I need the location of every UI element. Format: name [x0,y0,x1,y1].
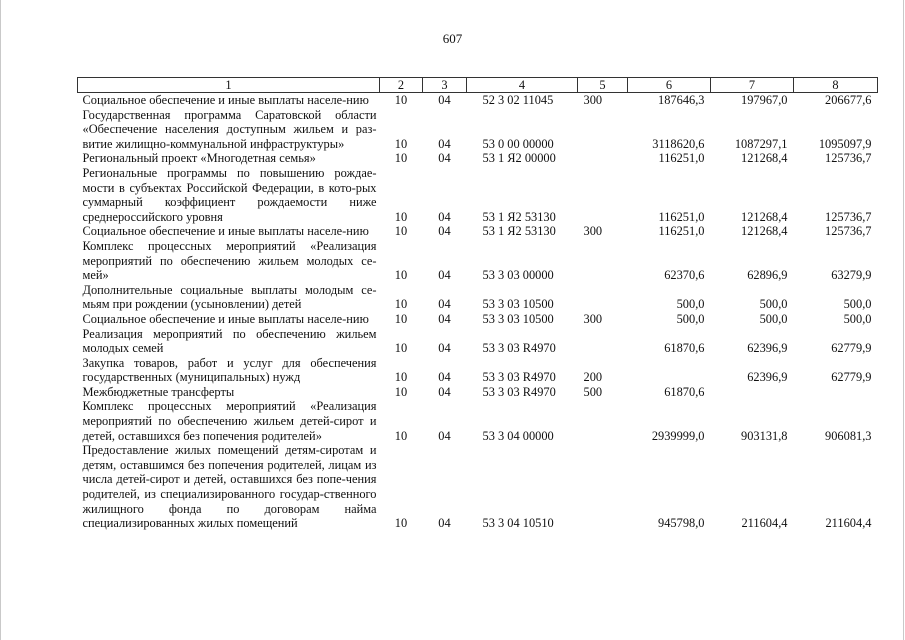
row-subsection: 04 [438,384,451,399]
header-col-target-article: 4 [467,78,578,93]
row-amount-2: 903131,8 [741,428,788,443]
row-expense-type [578,166,628,224]
row-expense-type [578,108,628,152]
row-amount-3: 206677,6 [825,93,872,107]
row-section: 10 [394,136,408,151]
row-section: 10 [394,151,408,166]
header-col-subsection: 3 [423,78,467,93]
row-subsection: 04 [438,224,451,239]
row-subsection: 04 [438,268,451,283]
row-section: 10 [394,268,408,283]
row-expense-type [578,443,628,531]
table-row [78,239,878,283]
row-amount-2 [711,385,794,400]
row-amount-2: 121268,4 [741,151,788,166]
row-name: Комплекс процессных мероприятий «Реализация мероприятий по обеспечению жильем молодых се-мей» [82,238,377,283]
row-target-article: 53 3 03 R4970 [482,384,556,399]
row-amount-3: 63279,9 [831,268,872,283]
table-row [78,108,878,152]
row-target-article: 53 1 Я2 00000 [482,151,556,166]
row-amount-3: 62779,9 [831,370,872,385]
row-amount-1: 116251,0 [658,224,705,239]
row-name: Комплекс процессных мероприятий «Реализация мероприятий по обеспечению жильем детей-сирот и детей, оставшихся без попечения родителей» [82,399,377,443]
row-section: 10 [394,428,408,443]
row-subsection: 04 [438,428,451,443]
row-amount-1: 500,0 [676,297,705,312]
row-amount-1: 116251,0 [658,151,705,166]
row-amount-2: 1087297,1 [734,136,788,151]
row-subsection: 04 [438,311,451,326]
row-section: 10 [394,341,408,356]
row-amount-3: 125736,7 [825,209,872,224]
header-col-amount-1: 6 [628,78,711,93]
row-section: 10 [394,516,408,531]
row-expense-type [578,239,628,283]
row-expense-type: 200 [583,370,603,385]
row-target-article: 53 3 03 00000 [482,268,554,283]
row-subsection: 04 [438,297,451,312]
row-amount-1: 187646,3 [658,93,705,107]
budget-table [77,77,878,531]
table-row [78,312,878,327]
row-target-article: 53 3 03 10500 [482,311,554,326]
row-amount-1: 116251,0 [658,209,705,224]
table-row [78,399,878,443]
header-col-amount-3: 8 [794,78,878,93]
table-body [78,93,878,531]
row-amount-2: 197967,0 [741,93,788,107]
row-subsection: 04 [438,341,451,356]
row-target-article: 53 3 03 R4970 [482,370,556,385]
table-row [78,93,878,108]
row-name: Социальное обеспечение и иные выплаты населе-нию [82,224,369,239]
row-expense-type [578,327,628,356]
scan-right-edge [903,0,904,640]
row-expense-type: 300 [583,93,603,107]
row-amount-1: 3118620,6 [652,136,705,151]
row-amount-2: 121268,4 [741,209,788,224]
scan-left-edge [0,0,1,640]
table-row [78,224,878,239]
row-amount-3 [794,385,878,400]
row-subsection: 04 [438,93,451,107]
row-amount-2: 500,0 [759,297,788,312]
row-subsection: 04 [438,209,451,224]
table-row [78,385,878,400]
table-row [78,166,878,224]
row-amount-3: 500,0 [843,311,872,326]
header-col-name: 1 [78,78,380,93]
row-amount-1: 62370,6 [664,268,705,283]
row-name: Региональный проект «Многодетная семья» [82,151,316,166]
row-name: Социальное обеспечение и иные выплаты населе-нию [82,311,369,326]
table-header-row [78,78,878,93]
row-target-article: 52 3 02 11045 [482,93,554,107]
row-expense-type [578,283,628,312]
row-target-article: 53 0 00 00000 [482,136,554,151]
row-section: 10 [394,209,408,224]
row-subsection: 04 [438,136,451,151]
row-name: Межбюджетные трансферты [82,384,235,399]
row-expense-type [578,399,628,443]
row-amount-1: 500,0 [676,311,705,326]
row-amount-3: 500,0 [843,297,872,312]
header-col-section: 2 [380,78,423,93]
row-amount-2: 62896,9 [747,268,788,283]
row-amount-3: 62779,9 [831,341,872,356]
row-expense-type: 500 [583,384,603,399]
row-amount-2: 211604,4 [741,516,788,531]
row-amount-2: 500,0 [759,311,788,326]
row-name: Региональные программы по повышению рождае-мости в субъектах Российской Федерации, в кото-рых суммарный коэффициент рождаемости ниже среднероссийского уровня [82,165,377,224]
row-name: Государственная программа Саратовской области «Обеспечение населения доступным жильем и раз-витие жилищно-коммунальной инфраструктуры» [82,107,377,151]
row-section: 10 [394,224,408,239]
header-col-amount-2: 7 [711,78,794,93]
row-amount-1: 61870,6 [664,341,705,356]
row-amount-3: 125736,7 [825,224,872,239]
row-subsection: 04 [438,370,451,385]
row-expense-type: 300 [583,224,603,239]
row-target-article: 53 3 03 R4970 [482,341,556,356]
row-amount-3: 211604,4 [825,516,872,531]
page-number: 607 [442,31,463,46]
row-section: 10 [394,311,408,326]
row-amount-3: 1095097,9 [818,136,872,151]
row-target-article: 53 1 Я2 53130 [482,209,556,224]
row-name: Предоставление жилых помещений детям-сиротам и детям, оставшимся без попечения родителей, лицам из числа детей-сирот и детей, оставшихся без попе-чения родителей, из специализированного государ-ственного жилищного фонда по договорам найма специализированных жилых помещений [82,443,377,531]
table-row [78,151,878,166]
row-expense-type [578,151,628,166]
row-subsection: 04 [438,516,451,531]
row-name: Социальное обеспечение и иные выплаты населе-нию [82,93,369,107]
row-amount-1: 61870,6 [664,384,705,399]
row-section: 10 [394,93,408,107]
row-section: 10 [394,370,408,385]
table-row [78,356,878,385]
row-section: 10 [394,297,408,312]
row-target-article: 53 3 04 00000 [482,428,554,443]
row-target-article: 53 1 Я2 53130 [482,224,556,239]
row-amount-1: 2939999,0 [651,428,705,443]
row-amount-2: 62396,9 [747,341,788,356]
row-expense-type: 300 [583,311,603,326]
row-amount-3: 125736,7 [825,151,872,166]
row-name: Закупка товаров, работ и услуг для обеспечения государственных (муниципальных) нужд [82,355,377,385]
row-subsection: 04 [438,151,451,166]
header-col-expense-type: 5 [578,78,628,93]
row-amount-1: 945798,0 [658,516,705,531]
row-target-article: 53 3 04 10510 [482,516,554,531]
row-name: Дополнительные социальные выплаты молодым се-мьям при рождении (усыновлении) детей [82,282,377,312]
table-row [78,283,878,312]
table-row [78,327,878,356]
row-amount-3: 906081,3 [825,428,872,443]
row-target-article: 53 3 03 10500 [482,297,554,312]
row-amount-1 [628,356,711,385]
row-amount-2: 121268,4 [741,224,788,239]
row-section: 10 [394,384,408,399]
table-row [78,443,878,531]
row-name: Реализация мероприятий по обеспечению жильем молодых семей [82,326,377,356]
row-amount-2: 62396,9 [747,370,788,385]
